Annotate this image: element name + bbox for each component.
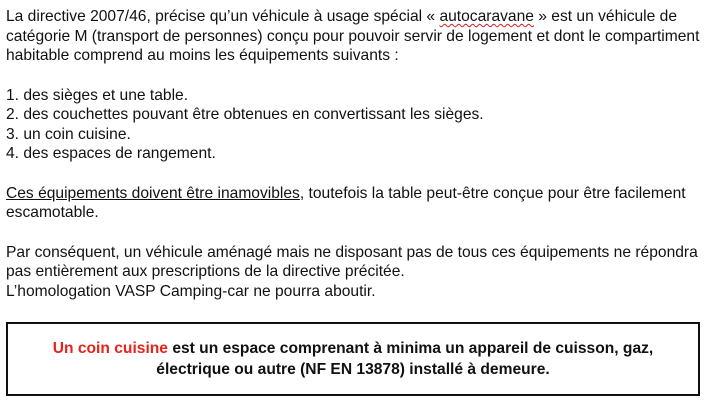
notice-rest: est un espace comprenant à minima un appareil de cuisson, gaz, électrique ou autre (NF EN 13878) installé à demeure.: [156, 340, 654, 378]
kitchen-definition-box: [6, 322, 700, 396]
consequence-text: Par conséquent, un véhicule aménagé mais ne disposant pas de tous ces équipements ne répondra pas entièrement aux prescriptions de la directive précitée.: [6, 243, 698, 280]
intro-text-end: » est un véhicule de catégorie M (transport de personnes) conçu pour pouvoir servir de logement et dont le compartiment habitable comprend au moins les équipements suivants :: [6, 8, 700, 64]
document-body: [6, 7, 706, 301]
list-item: 2. des couchettes pouvant être obtenues en convertissant les sièges.: [6, 106, 484, 123]
consequence-paragraph: [6, 243, 706, 302]
list-item: 1. des sièges et une table.: [6, 86, 189, 104]
rule-underlined-text: Ces équipements doivent être inamovibles: [6, 184, 300, 202]
intro-paragraph: [6, 7, 706, 66]
notice-text: [18, 338, 688, 380]
autocaravane-term: autocaravane: [439, 8, 534, 25]
intro-text-start: La directive 2007/46, précise qu’un véhicule à usage spécial «: [6, 8, 440, 25]
list-item: 4. des espaces de rangement.: [6, 145, 216, 162]
list-item: 3. un coin cuisine.: [6, 125, 131, 143]
equipment-list: [6, 86, 706, 164]
homologation-text: L’homologation VASP Camping-car ne pourra aboutir.: [6, 282, 376, 300]
rule-paragraph: [6, 184, 706, 223]
rule-text: , toutefois la table peut-être conçue pour être facilement escamotable.: [6, 184, 686, 221]
notice-highlight: Un coin cuisine: [52, 340, 168, 357]
